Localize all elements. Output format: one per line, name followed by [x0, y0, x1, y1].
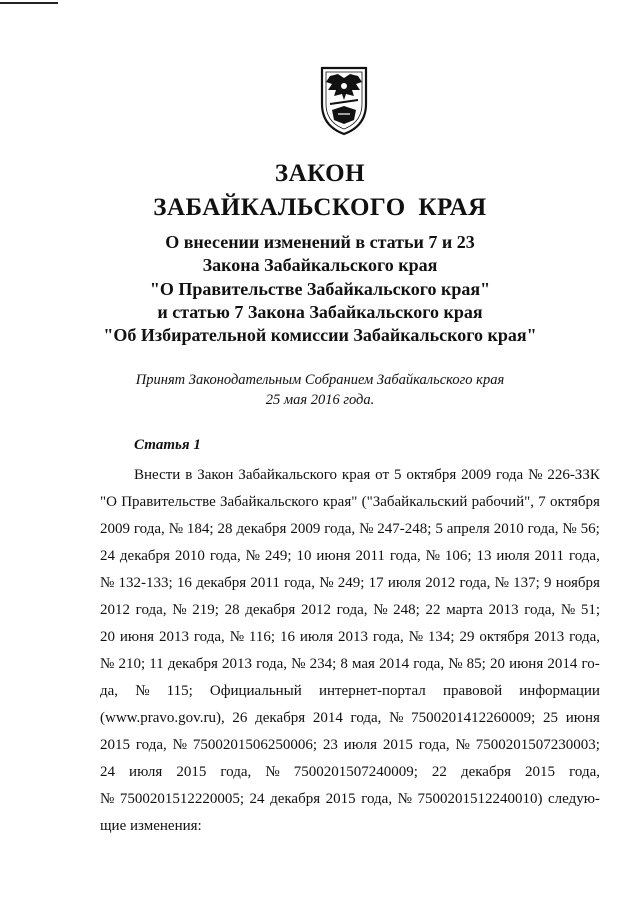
- body-word: 22: [425, 602, 441, 618]
- adoption-date: 25 мая 2016 года.: [265, 392, 375, 408]
- document-subtitle: [0, 231, 640, 347]
- body-word: 234;: [309, 656, 337, 672]
- body-word: 210;: [118, 656, 146, 672]
- body-word: №: [359, 521, 374, 537]
- body-word: №: [560, 602, 576, 618]
- body-word: 24: [100, 764, 115, 780]
- body-word: Внести: [134, 467, 181, 483]
- body-word: №: [245, 548, 260, 564]
- body-word: правовой: [442, 683, 503, 699]
- body-word: июля: [299, 629, 334, 645]
- body-word: №: [291, 656, 306, 672]
- body-word: года,: [568, 548, 600, 564]
- body-word: изменения:: [130, 818, 202, 834]
- body-word: 56;: [580, 521, 600, 537]
- body-word: №: [562, 521, 577, 537]
- body-word: года,: [569, 764, 600, 780]
- body-line: [100, 678, 600, 705]
- body-word: интернет-портал: [318, 683, 426, 699]
- body-word: "О: [100, 494, 117, 510]
- subtitle-line: "Об Избирательной комиссии Забайкальского края": [103, 325, 537, 346]
- body-word: №: [100, 656, 115, 672]
- body-word: 184;: [186, 521, 214, 537]
- body-word: года,: [418, 737, 450, 753]
- document-title-line-1: ЗАКОН: [274, 160, 366, 187]
- body-word: июля: [496, 548, 530, 564]
- body-word: №: [172, 737, 187, 753]
- body-word: 2015: [325, 791, 356, 807]
- body-word: 249;: [337, 575, 365, 591]
- body-word: 2015: [100, 737, 130, 753]
- body-word: 132-133;: [118, 575, 173, 591]
- body-word: 2009: [100, 521, 130, 537]
- body-word: мая: [351, 656, 375, 672]
- coat-of-arms-icon: [316, 64, 372, 136]
- body-word: №: [100, 575, 115, 591]
- body-word: 2011: [534, 548, 565, 564]
- body-word: 7500201512220005;: [119, 791, 245, 807]
- body-word: 16: [279, 629, 295, 645]
- body-word: года,: [256, 656, 287, 672]
- subtitle-line: О внесении изменений в статьи 7 и 23: [165, 232, 475, 252]
- body-word: 2013: [488, 602, 519, 618]
- body-word: июля: [129, 764, 163, 780]
- body-line: [100, 786, 600, 813]
- body-word: 226-ЗЗК: [547, 467, 600, 483]
- article-body: [100, 462, 600, 840]
- body-word: 24: [100, 548, 115, 564]
- body-word: Правительстве: [121, 494, 216, 510]
- body-word: №: [494, 575, 509, 591]
- body-word: следую-: [547, 791, 600, 807]
- body-word: года,: [413, 656, 445, 672]
- body-word: в: [185, 467, 193, 483]
- body-word: 134;: [427, 629, 455, 645]
- body-word: №: [389, 710, 404, 726]
- body-word: 22: [431, 764, 447, 780]
- body-word: года,: [389, 548, 421, 564]
- article-heading: Статья 1: [134, 437, 201, 453]
- body-word: 11: [149, 656, 164, 672]
- body-word: №: [455, 737, 470, 753]
- body-word: года,: [209, 548, 241, 564]
- body-word: июня: [119, 629, 155, 645]
- body-word: 7500201506250006;: [192, 737, 317, 753]
- body-word: года: [496, 467, 524, 483]
- body-word: 2014: [312, 710, 343, 726]
- subtitle-line: Закона Забайкальского края: [202, 255, 438, 276]
- body-word: декабря: [255, 710, 306, 726]
- body-word: №: [425, 548, 440, 564]
- body-word: края: [341, 467, 371, 483]
- body-word: 7500201507230003;: [475, 737, 600, 753]
- body-word: 247-248;: [377, 521, 432, 537]
- body-word: №: [168, 521, 184, 537]
- body-word: Забайкальского: [219, 494, 319, 510]
- body-word: 7500201512240010): [417, 791, 543, 807]
- body-word: 2009: [290, 521, 321, 537]
- body-word: 26: [232, 710, 248, 726]
- body-word: 2013: [534, 629, 565, 645]
- body-word: 20: [489, 656, 505, 672]
- body-word: года,: [569, 629, 600, 645]
- body-word: июля: [387, 575, 422, 591]
- body-word: октября: [406, 467, 457, 483]
- body-word: 8: [340, 656, 348, 672]
- adoption-note: [0, 370, 640, 410]
- body-word: 85;: [466, 656, 486, 672]
- body-word: 28: [224, 602, 240, 618]
- body-word: 249;: [264, 548, 292, 564]
- body-word: года,: [135, 602, 167, 618]
- body-word: 5: [435, 521, 443, 537]
- body-word: 10: [296, 548, 312, 564]
- body-word: 2010: [174, 548, 205, 564]
- body-word: декабря: [119, 548, 170, 564]
- body-word: 2015: [176, 764, 207, 780]
- body-line: [100, 516, 600, 543]
- adoption-line: Принят Законодательным Собранием Забайкальского края: [135, 372, 505, 388]
- body-word: декабря: [270, 791, 321, 807]
- body-word: Официальный: [209, 683, 302, 699]
- subtitle-line: и статью 7 Закона Забайкальского края: [157, 301, 483, 322]
- body-word: 17: [368, 575, 384, 591]
- body-word: октября: [479, 629, 530, 645]
- body-word: апреля: [446, 521, 490, 537]
- body-line: [100, 489, 600, 516]
- body-word: 2011: [355, 548, 385, 564]
- body-word: №: [135, 683, 150, 699]
- body-word: 248;: [393, 602, 420, 618]
- body-word: края": [322, 494, 358, 510]
- body-word: (www.pravo.gov.ru),: [100, 710, 225, 726]
- body-word: 7500201507240009;: [293, 764, 418, 780]
- body-word: года,: [324, 521, 356, 537]
- body-word: октября: [550, 494, 600, 510]
- body-word: 2015: [382, 737, 413, 753]
- document-title-line-2: ЗАБАЙКАЛЬСКОГО КРАЯ: [153, 194, 487, 221]
- body-word: года,: [284, 575, 315, 591]
- body-word: 2013: [158, 629, 189, 645]
- body-word: 2010: [493, 521, 524, 537]
- body-word: года,: [220, 764, 252, 780]
- body-line: [100, 543, 600, 570]
- body-word: марта: [446, 602, 483, 618]
- body-word: года,: [133, 521, 165, 537]
- body-word: 2015: [525, 764, 556, 780]
- body-word: 2012: [100, 602, 130, 618]
- scan-artifact-line: [0, 2, 58, 4]
- body-line: [100, 624, 600, 651]
- body-word: ноября: [555, 575, 600, 591]
- body-word: 25: [543, 710, 559, 726]
- body-word: года,: [524, 602, 556, 618]
- body-word: №: [319, 575, 334, 591]
- body-word: декабря: [460, 764, 511, 780]
- body-word: декабря: [167, 656, 218, 672]
- body-word: 106;: [444, 548, 472, 564]
- body-word: №: [397, 791, 412, 807]
- body-line: [100, 705, 600, 732]
- body-line: [100, 813, 600, 840]
- body-word: Забайкальского: [238, 467, 337, 483]
- body-word: декабря: [196, 575, 247, 591]
- body-word: года,: [350, 710, 382, 726]
- body-word: 2014: [379, 656, 410, 672]
- body-word: 9: [544, 575, 552, 591]
- body-word: го-: [581, 656, 600, 672]
- body-word: 2013: [221, 656, 252, 672]
- body-word: 7: [538, 494, 546, 510]
- body-word: 2009: [461, 467, 492, 483]
- body-word: 13: [476, 548, 492, 564]
- body-word: года,: [372, 629, 404, 645]
- body-word: ("Забайкальский: [361, 494, 468, 510]
- body-word: 7500201412260009;: [411, 710, 536, 726]
- body-word: от: [375, 467, 390, 483]
- body-word: №: [229, 629, 244, 645]
- subtitle-line: "О Правительстве Забайкальского края": [149, 278, 491, 299]
- body-word: №: [100, 791, 115, 807]
- body-word: 29: [459, 629, 475, 645]
- body-word: 2011: [250, 575, 280, 591]
- body-line: [100, 759, 600, 786]
- body-word: №: [172, 602, 187, 618]
- body-word: щие: [100, 818, 130, 834]
- body-word: Закон: [197, 467, 234, 483]
- body-word: рабочий",: [471, 494, 535, 510]
- body-word: июля: [343, 737, 377, 753]
- body-word: да,: [100, 683, 119, 699]
- body-word: №: [528, 467, 543, 483]
- body-word: №: [448, 656, 463, 672]
- body-line: [100, 462, 600, 489]
- body-word: года,: [361, 791, 393, 807]
- body-word: 2012: [300, 602, 331, 618]
- body-word: 2013: [338, 629, 368, 645]
- body-word: 116;: [248, 629, 276, 645]
- body-word: 5: [393, 467, 402, 483]
- body-word: 16: [176, 575, 192, 591]
- body-line: [100, 597, 600, 624]
- body-line: [100, 570, 600, 597]
- body-word: 23: [322, 737, 338, 753]
- body-word: №: [265, 764, 280, 780]
- body-word: декабря: [236, 521, 287, 537]
- body-word: 115;: [166, 683, 193, 699]
- body-word: года,: [336, 602, 368, 618]
- body-word: информации: [519, 683, 600, 699]
- body-word: июня: [316, 548, 351, 564]
- body-word: №: [408, 629, 424, 645]
- body-line: [100, 651, 600, 678]
- body-line: [100, 732, 600, 759]
- body-word: июня: [509, 656, 544, 672]
- body-word: 2012: [425, 575, 456, 591]
- body-word: года,: [135, 737, 167, 753]
- body-word: июня: [565, 710, 600, 726]
- body-word: 51;: [580, 602, 600, 618]
- body-word: года,: [527, 521, 559, 537]
- body-word: 2014: [547, 656, 578, 672]
- body-word: 20: [100, 629, 115, 645]
- body-word: 219;: [192, 602, 219, 618]
- body-word: 28: [217, 521, 233, 537]
- body-word: года,: [459, 575, 491, 591]
- body-word: года,: [193, 629, 225, 645]
- body-word: 24: [249, 791, 265, 807]
- body-word: 137;: [513, 575, 540, 591]
- body-word: декабря: [245, 602, 296, 618]
- body-word: №: [373, 602, 388, 618]
